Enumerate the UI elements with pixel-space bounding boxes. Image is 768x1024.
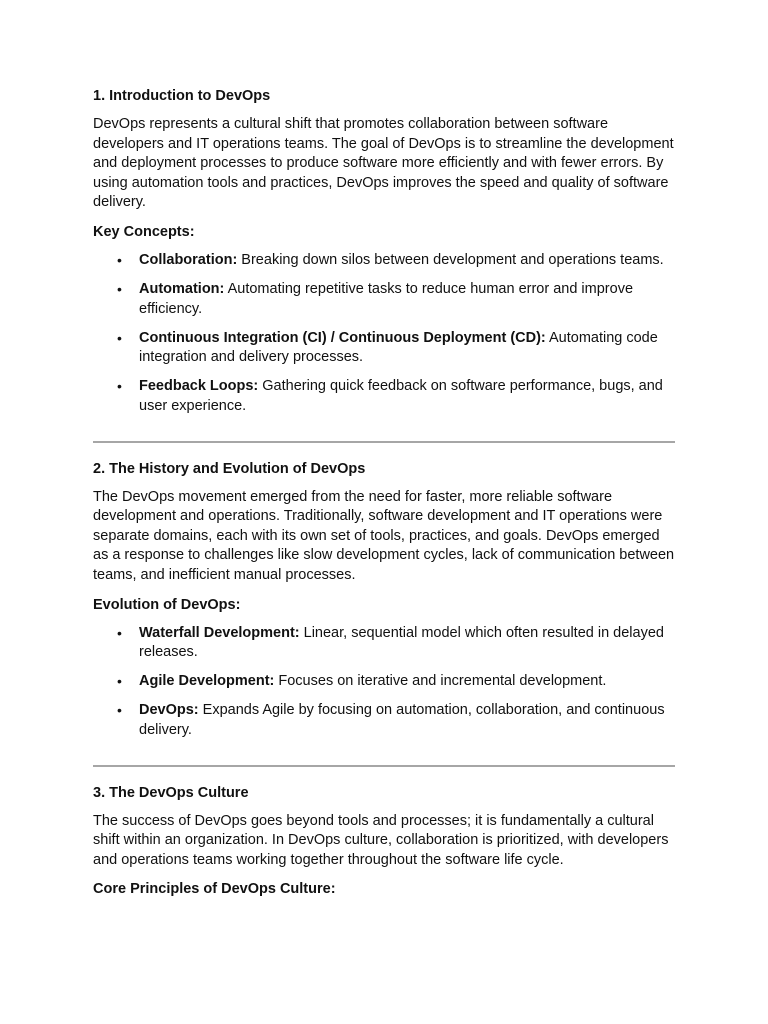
subheading-core-principles: Core Principles of DevOps Culture: (93, 881, 336, 898)
bullet-icon: • (117, 702, 122, 719)
bullet-list-key-concepts (93, 251, 675, 417)
list-item (93, 377, 675, 416)
bullet-term: DevOps: (139, 702, 199, 719)
document-content (93, 86, 675, 908)
section-heading: 3. The DevOps Culture (93, 784, 249, 801)
list-item (93, 624, 675, 663)
subheading-key-concepts: Key Concepts: (93, 223, 195, 240)
bullet-term: Feedback Loops: (139, 378, 259, 395)
bullet-icon: • (117, 673, 122, 690)
bullet-icon: • (117, 251, 122, 268)
section-paragraph: The success of DevOps goes beyond tools and processes; it is fundamentally a cultural shift within an organization. In DevOps culture, collaboration is prioritized, with developers and operations teams working together throughout the software life cycle. (93, 812, 669, 868)
list-item (93, 701, 675, 740)
section-culture (93, 783, 675, 900)
section-divider (93, 765, 675, 767)
list-item (93, 280, 675, 319)
bullet-icon: • (117, 378, 122, 395)
bullet-icon: • (117, 329, 122, 346)
list-item (93, 251, 675, 271)
section-introduction (93, 86, 675, 417)
section-paragraph: DevOps represents a cultural shift that promotes collaboration between software developers and IT operations teams. The goal of DevOps is to streamline the development and deployment processes to produce software more efficiently and with fewer errors. By using automation tools and practices, DevOps improves the speed and quality of software delivery. (93, 116, 674, 211)
bullet-text: Automating repetitive tasks to reduce human error and improve efficiency. (139, 281, 634, 317)
bullet-term: Collaboration: (139, 251, 238, 268)
section-history (93, 459, 675, 741)
bullet-text: Focuses on iterative and incremental development. (274, 673, 607, 690)
list-item (93, 329, 675, 368)
bullet-term: Continuous Integration (CI) / Continuous Deployment (CD): (139, 329, 546, 346)
bullet-text: Expands Agile by focusing on automation, collaboration, and continuous delivery. (139, 702, 665, 738)
bullet-term: Waterfall Development: (139, 624, 300, 641)
section-paragraph: The DevOps movement emerged from the need for faster, more reliable software development and operations. Traditionally, software development and IT operations were separate domains, each with its own set of tools, practices, and goals. DevOps emerged as a response to challenges like slow development cycles, lack of communication between teams, and inefficient manual processes. (93, 488, 675, 583)
bullet-text: Gathering quick feedback on software performance, bugs, and user experience. (139, 378, 663, 415)
section-divider (93, 441, 675, 443)
bullet-text: Breaking down silos between development and operations teams. (237, 251, 664, 268)
section-heading: 2. The History and Evolution of DevOps (93, 460, 366, 477)
bullet-text: Linear, sequential model which often resulted in delayed releases. (139, 624, 664, 661)
bullet-term: Automation: (139, 281, 225, 298)
bullet-list-evolution (93, 624, 675, 741)
bullet-text: Automating code integration and delivery processes. (139, 329, 658, 366)
bullet-term: Agile Development: (139, 673, 275, 690)
bullet-icon: • (117, 624, 122, 641)
section-heading: 1. Introduction to DevOps (93, 88, 271, 104)
bullet-icon: • (117, 281, 122, 298)
list-item (93, 672, 675, 692)
subheading-evolution: Evolution of DevOps: (93, 596, 241, 613)
